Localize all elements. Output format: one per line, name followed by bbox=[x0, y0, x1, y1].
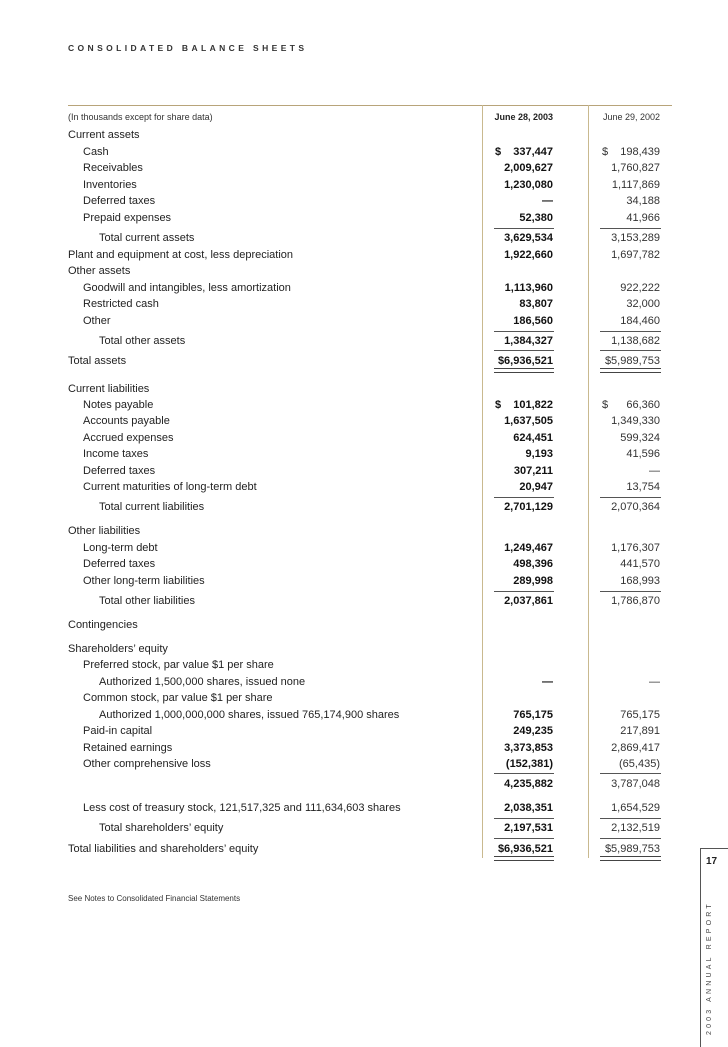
value-2002: 184,460 bbox=[620, 315, 660, 327]
value-2002: 1,760,827 bbox=[611, 162, 660, 174]
value-2002: (65,435) bbox=[619, 758, 660, 770]
value-2002: 217,891 bbox=[620, 725, 660, 737]
value-2002: 3,153,289 bbox=[611, 232, 660, 244]
row-label: Less cost of treasury stock, 121,517,325 and 111,634,603 shares bbox=[83, 802, 401, 814]
table-row bbox=[0, 642, 728, 658]
row-label: Preferred stock, par value $1 per share bbox=[83, 659, 274, 671]
row-label: Income taxes bbox=[83, 448, 149, 460]
table-row bbox=[0, 231, 728, 247]
row-label: Current assets bbox=[68, 129, 140, 141]
dollar-sign-2003: $ bbox=[495, 399, 502, 411]
row-label: Total other assets bbox=[99, 335, 186, 347]
subtotal-rule bbox=[494, 773, 554, 774]
value-2003: 289,998 bbox=[513, 575, 553, 587]
row-label: Goodwill and intangibles, less amortization bbox=[83, 282, 291, 294]
value-2003: 2,037,861 bbox=[504, 595, 553, 607]
column-header-2002: June 29, 2002 bbox=[602, 112, 660, 122]
value-2003: 2,009,627 bbox=[504, 162, 553, 174]
row-label: Shareholders’ equity bbox=[68, 643, 168, 655]
value-2002: 1,117,869 bbox=[611, 179, 660, 191]
table-row bbox=[0, 741, 728, 757]
value-2003: 337,447 bbox=[513, 146, 553, 158]
row-label: Other liabilities bbox=[68, 525, 141, 537]
value-2002: 168,993 bbox=[620, 575, 660, 587]
value-2003: 20,947 bbox=[519, 481, 553, 493]
value-2002: 32,000 bbox=[626, 298, 660, 310]
row-label: Total other liabilities bbox=[99, 595, 195, 607]
value-2003: 765,175 bbox=[513, 709, 553, 721]
value-2003: 83,807 bbox=[519, 298, 553, 310]
table-row bbox=[0, 541, 728, 557]
subtotal-rule bbox=[494, 818, 554, 819]
row-label: Other comprehensive loss bbox=[83, 758, 211, 770]
total-double-rule bbox=[600, 368, 661, 373]
table-row bbox=[0, 431, 728, 447]
row-label: Paid-in capital bbox=[83, 725, 153, 737]
table-row bbox=[0, 691, 728, 707]
table-row bbox=[0, 178, 728, 194]
total-double-rule bbox=[494, 856, 554, 861]
value-2003: 498,396 bbox=[513, 558, 553, 570]
header-rule-2003 bbox=[482, 105, 588, 106]
row-label: Total shareholders’ equity bbox=[99, 822, 224, 834]
table-row bbox=[0, 658, 728, 674]
value-2002: 2,132,519 bbox=[611, 822, 660, 834]
table-row bbox=[0, 708, 728, 724]
subtotal-rule bbox=[600, 818, 661, 819]
row-label: Authorized 1,000,000,000 shares, issued 765,174,900 shares bbox=[99, 709, 400, 721]
table-row bbox=[0, 264, 728, 280]
row-label: Current liabilities bbox=[68, 383, 150, 395]
row-label: Deferred taxes bbox=[83, 465, 156, 477]
row-label: Accounts payable bbox=[83, 415, 170, 427]
value-2003: $6,936,521 bbox=[497, 355, 553, 367]
table-row bbox=[0, 801, 728, 817]
table-row bbox=[0, 382, 728, 398]
row-label: Cash bbox=[83, 146, 109, 158]
value-2003: 1,249,467 bbox=[504, 542, 553, 554]
row-label: Deferred taxes bbox=[83, 558, 156, 570]
subtotal-rule bbox=[494, 331, 554, 332]
subtotal-rule bbox=[600, 497, 661, 498]
table-row bbox=[0, 480, 728, 496]
table-row bbox=[0, 500, 728, 516]
table-row bbox=[0, 821, 728, 837]
column-header-2003: June 28, 2003 bbox=[494, 112, 553, 122]
subtotal-rule bbox=[494, 838, 554, 839]
value-2003: 9,193 bbox=[525, 448, 553, 460]
row-label: Other bbox=[83, 315, 111, 327]
table-row bbox=[0, 161, 728, 177]
value-2002: 922,222 bbox=[620, 282, 660, 294]
value-2002: 1,349,330 bbox=[611, 415, 660, 427]
value-2002: 1,786,870 bbox=[611, 595, 660, 607]
value-2003: 2,701,129 bbox=[504, 501, 553, 513]
value-2002: 2,869,417 bbox=[611, 742, 660, 754]
table-row bbox=[0, 211, 728, 227]
row-label: Common stock, par value $1 per share bbox=[83, 692, 273, 704]
table-row bbox=[0, 194, 728, 210]
table-row bbox=[0, 334, 728, 350]
table-row bbox=[0, 594, 728, 610]
dollar-sign-2002: $ bbox=[602, 146, 609, 158]
subtotal-rule bbox=[600, 228, 661, 229]
value-2003: 1,113,960 bbox=[504, 282, 553, 294]
value-2003: 1,384,327 bbox=[504, 335, 553, 347]
value-2002: 41,596 bbox=[626, 448, 660, 460]
table-row bbox=[0, 414, 728, 430]
value-2002: 41,966 bbox=[626, 212, 660, 224]
table-row bbox=[0, 248, 728, 264]
total-double-rule bbox=[494, 368, 554, 373]
row-label: Notes payable bbox=[83, 399, 154, 411]
table-row bbox=[0, 128, 728, 144]
table-row bbox=[0, 757, 728, 773]
subtotal-rule bbox=[600, 331, 661, 332]
row-label: Receivables bbox=[83, 162, 143, 174]
row-label: Prepaid expenses bbox=[83, 212, 172, 224]
table-row bbox=[0, 281, 728, 297]
value-2002: — bbox=[649, 465, 660, 477]
value-2002: 66,360 bbox=[626, 399, 660, 411]
page-title: CONSOLIDATED BALANCE SHEETS bbox=[68, 43, 308, 53]
value-2003: 2,038,351 bbox=[504, 802, 553, 814]
table-row bbox=[0, 297, 728, 313]
value-2002: 3,787,048 bbox=[611, 778, 660, 790]
table-row bbox=[0, 777, 728, 793]
units-note: (In thousands except for share data) bbox=[68, 112, 213, 122]
table-row bbox=[0, 464, 728, 480]
value-2003: 52,380 bbox=[519, 212, 553, 224]
row-label: Contingencies bbox=[68, 619, 138, 631]
subtotal-rule bbox=[494, 228, 554, 229]
table-row bbox=[0, 724, 728, 740]
row-label: Total assets bbox=[68, 355, 127, 367]
value-2003: — bbox=[542, 676, 553, 688]
dollar-sign-2002: $ bbox=[602, 399, 609, 411]
row-label: Deferred taxes bbox=[83, 195, 156, 207]
row-label: Long-term debt bbox=[83, 542, 158, 554]
table-row bbox=[0, 557, 728, 573]
table-row bbox=[0, 524, 728, 540]
header-rule-2002 bbox=[588, 105, 672, 106]
value-2002: $5,989,753 bbox=[604, 355, 660, 367]
table-row bbox=[0, 574, 728, 590]
value-2003: 1,230,080 bbox=[504, 179, 553, 191]
page-number: 17 bbox=[706, 856, 718, 867]
row-label: Plant and equipment at cost, less depreciation bbox=[68, 249, 294, 261]
value-2002: 2,070,364 bbox=[611, 501, 660, 513]
value-2003: 101,822 bbox=[513, 399, 553, 411]
row-label: Current maturities of long-term debt bbox=[83, 481, 257, 493]
value-2003: 249,235 bbox=[513, 725, 553, 737]
row-label: Total current liabilities bbox=[99, 501, 205, 513]
dollar-sign-2003: $ bbox=[495, 146, 502, 158]
row-label: Restricted cash bbox=[83, 298, 159, 310]
table-row bbox=[0, 145, 728, 161]
subtotal-rule bbox=[600, 591, 661, 592]
subtotal-rule bbox=[494, 350, 554, 351]
total-double-rule bbox=[600, 856, 661, 861]
value-2003: 4,235,882 bbox=[504, 778, 553, 790]
value-2003: 186,560 bbox=[513, 315, 553, 327]
table-row bbox=[0, 447, 728, 463]
table-row bbox=[0, 398, 728, 414]
row-label: Accrued expenses bbox=[83, 432, 174, 444]
subtotal-rule bbox=[600, 350, 661, 351]
row-label: Total liabilities and shareholders’ equity bbox=[68, 843, 259, 855]
row-label: Other long-term liabilities bbox=[83, 575, 205, 587]
value-2003: 624,451 bbox=[513, 432, 553, 444]
subtotal-rule bbox=[494, 591, 554, 592]
row-label: Retained earnings bbox=[83, 742, 173, 754]
value-2002: $5,989,753 bbox=[604, 843, 660, 855]
value-2003: 1,922,660 bbox=[504, 249, 553, 261]
subtotal-rule bbox=[600, 773, 661, 774]
value-2002: 1,176,307 bbox=[611, 542, 660, 554]
value-2003: (152,381) bbox=[505, 758, 553, 770]
value-2003: $6,936,521 bbox=[497, 843, 553, 855]
value-2003: 1,637,505 bbox=[504, 415, 553, 427]
footnote: See Notes to Consolidated Financial Statements bbox=[68, 894, 241, 903]
side-caption: 2003 ANNUAL REPORT bbox=[706, 901, 713, 1035]
value-2003: — bbox=[542, 195, 553, 207]
value-2003: 3,373,853 bbox=[504, 742, 553, 754]
table-row bbox=[0, 314, 728, 330]
side-rule bbox=[700, 876, 701, 1047]
value-2002: 1,697,782 bbox=[611, 249, 660, 261]
value-2002: — bbox=[649, 676, 660, 688]
table-row bbox=[0, 675, 728, 691]
row-label: Total current assets bbox=[99, 232, 195, 244]
row-label: Inventories bbox=[83, 179, 137, 191]
value-2002: 599,324 bbox=[620, 432, 660, 444]
subtotal-rule bbox=[600, 838, 661, 839]
value-2002: 1,654,529 bbox=[611, 802, 660, 814]
value-2002: 441,570 bbox=[620, 558, 660, 570]
table-row bbox=[0, 618, 728, 634]
value-2003: 2,197,531 bbox=[504, 822, 553, 834]
row-label: Authorized 1,500,000 shares, issued none bbox=[99, 676, 306, 688]
value-2003: 3,629,534 bbox=[504, 232, 553, 244]
value-2002: 13,754 bbox=[626, 481, 660, 493]
value-2002: 198,439 bbox=[620, 146, 660, 158]
value-2002: 34,188 bbox=[626, 195, 660, 207]
subtotal-rule bbox=[494, 497, 554, 498]
value-2002: 765,175 bbox=[620, 709, 660, 721]
value-2002: 1,138,682 bbox=[611, 335, 660, 347]
value-2003: 307,211 bbox=[513, 465, 553, 477]
header-rule bbox=[68, 105, 482, 106]
table-header bbox=[0, 110, 728, 126]
row-label: Other assets bbox=[68, 265, 131, 277]
